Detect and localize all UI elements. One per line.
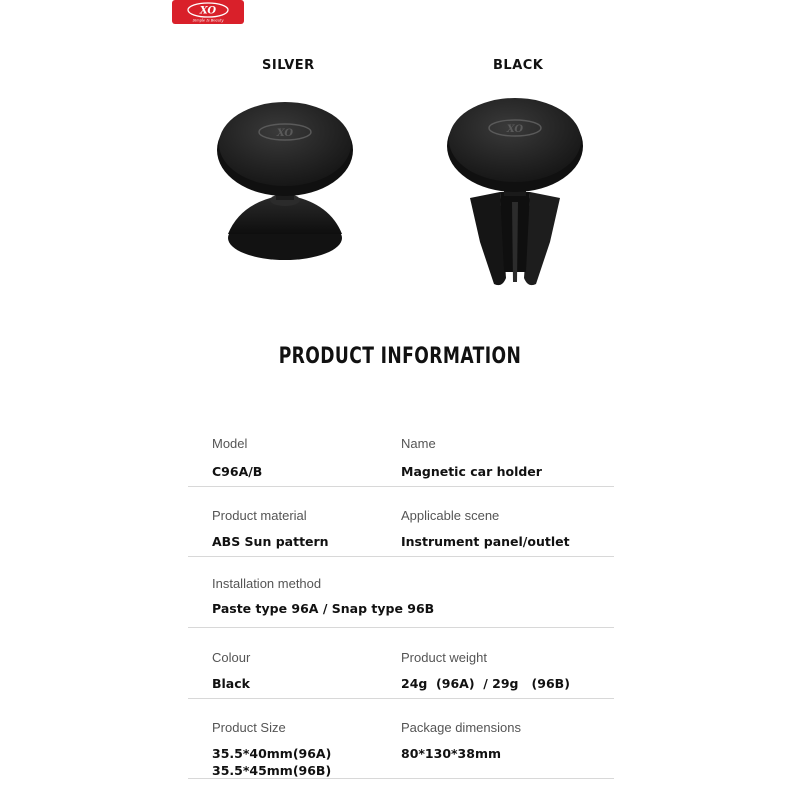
variant-label-black: BLACK [493,58,544,73]
spec-value: Black [212,676,250,691]
spec-value: ABS Sun pattern [212,534,329,549]
spec-label: Installation method [212,576,322,591]
spec-value: Paste type 96A / Snap type 96B [212,601,435,616]
spec-row-size [188,720,614,779]
spec-label: Model [212,436,248,451]
brand-logo [172,0,244,24]
spec-cell-scene [401,508,570,550]
paste-mount-holder-image [210,92,360,272]
spec-value: Magnetic car holder [401,464,542,479]
spec-value: 80*130*38mm [401,746,502,761]
spec-label: Product weight [401,650,487,665]
spec-row-material [188,508,614,557]
spec-value: 24g (96A) / 29g (96B) [401,676,570,691]
spec-cell-material [212,508,329,550]
spec-cell-weight [401,650,570,692]
spec-label: Colour [212,650,251,665]
product-logo-text: XO [276,128,294,139]
spec-value: Instrument panel/outlet [401,534,570,549]
spec-value: 35.5*40mm(96A) [212,746,332,761]
vent-clip-holder-image [440,92,590,292]
spec-cell-installation [212,576,434,617]
spec-cell-size [212,720,331,779]
spec-label: Name [401,436,436,451]
spec-label: Product Size [212,720,286,735]
brand-logo-text: XO [199,5,217,17]
spec-value: C96A/B [212,464,263,479]
product-logo-text: XO [506,124,524,135]
spec-label: Applicable scene [401,508,500,523]
spec-row-colour [188,650,614,699]
spec-row-model [188,436,614,487]
spec-label: Package dimensions [401,720,521,735]
spec-row-installation [188,576,614,628]
spec-cell-model [212,436,262,480]
spec-value-secondary: 35.5*45mm(96B) [212,763,332,778]
spec-cell-colour [212,650,250,692]
section-title: PRODUCT INFORMATION [278,344,522,369]
spec-label: Product material [212,508,307,523]
spec-cell-package [401,720,521,762]
brand-tagline: Simple Is Beauty [192,18,224,23]
spec-cell-name [401,436,542,480]
variant-label-silver: SILVER [262,58,315,73]
